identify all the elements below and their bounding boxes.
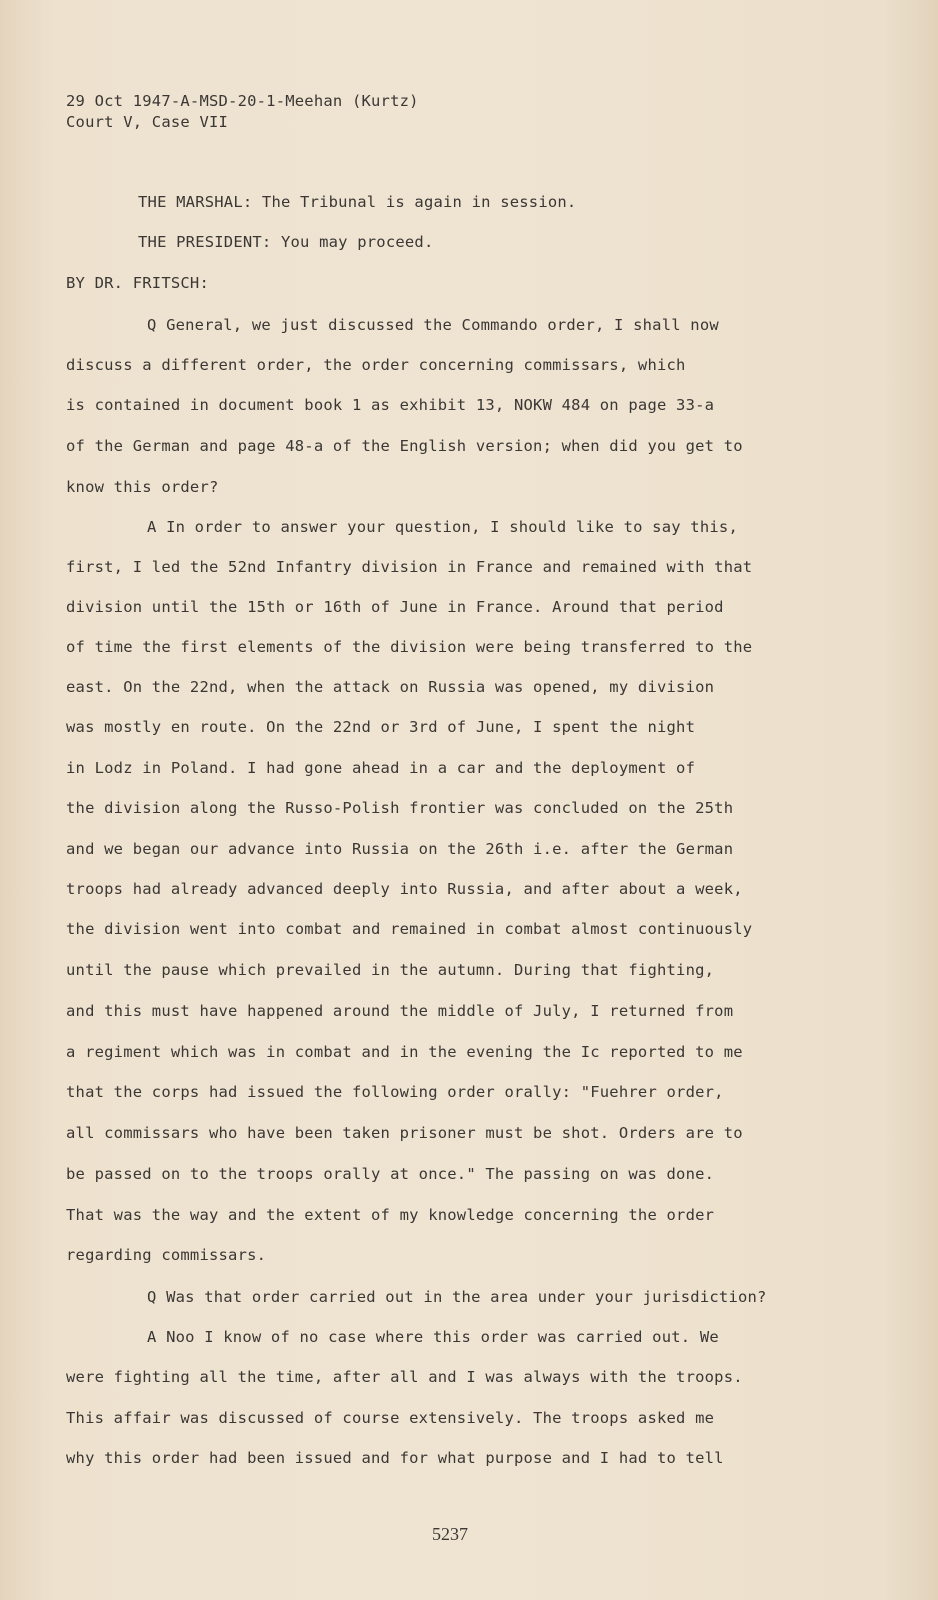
text-line: was mostly en route. On the 22nd or 3rd of June, I spent the night [66, 718, 696, 736]
text-line: the division went into combat and remained in combat almost continuously [66, 920, 753, 938]
text-line: the division along the Russo-Polish frontier was concluded on the 25th [66, 799, 734, 817]
text-line: know this order? [66, 478, 219, 496]
text-line: why this order had been issued and for what purpose and I had to tell [66, 1449, 724, 1467]
text-line: be passed on to the troops orally at once." The passing on was done. [66, 1165, 715, 1183]
header-line-1: 29 Oct 1947-A-MSD-20-1-Meehan (Kurtz) [66, 92, 419, 110]
text-line: A Noo I know of no case where this order was carried out. We [147, 1328, 719, 1346]
text-line: east. On the 22nd, when the attack on Russia was opened, my division [66, 678, 715, 696]
text-line: discuss a different order, the order concerning commissars, which [66, 356, 686, 374]
text-line: division until the 15th or 16th of June in France. Around that period [66, 598, 724, 616]
text-line: That was the way and the extent of my knowledge concerning the order [66, 1206, 715, 1224]
text-line: of time the first elements of the division were being transferred to the [66, 638, 753, 656]
text-line: first, I led the 52nd Infantry division in France and remained with that [66, 558, 753, 576]
text-line: A In order to answer your question, I should like to say this, [147, 518, 738, 536]
text-line: Q Was that order carried out in the area under your jurisdiction? [147, 1288, 767, 1306]
text-line: regarding commissars. [66, 1246, 267, 1264]
text-line: were fighting all the time, after all and I was always with the troops. [66, 1368, 743, 1386]
header-line-2: Court V, Case VII [66, 113, 229, 131]
president-line: THE PRESIDENT: You may proceed. [138, 233, 434, 251]
text-line: is contained in document book 1 as exhibit 13, NOKW 484 on page 33-a [66, 396, 715, 414]
text-line: Q General, we just discussed the Commando order, I shall now [147, 316, 719, 334]
text-line: in Lodz in Poland. I had gone ahead in a car and the deployment of [66, 759, 696, 777]
text-line: a regiment which was in combat and in the evening the Ic reported to me [66, 1043, 743, 1061]
marshal-line: THE MARSHAL: The Tribunal is again in session. [138, 193, 577, 211]
text-line: This affair was discussed of course extensively. The troops asked me [66, 1409, 715, 1427]
text-line: troops had already advanced deeply into Russia, and after about a week, [66, 880, 743, 898]
text-line: all commissars who have been taken prisoner must be shot. Orders are to [66, 1124, 743, 1142]
text-line: of the German and page 48-a of the English version; when did you get to [66, 437, 743, 455]
text-line: that the corps had issued the following order orally: "Fuehrer order, [66, 1083, 724, 1101]
text-line: until the pause which prevailed in the autumn. During that fighting, [66, 961, 715, 979]
text-line: and we began our advance into Russia on the 26th i.e. after the German [66, 840, 734, 858]
examiner-heading: BY DR. FRITSCH: [66, 274, 209, 292]
text-line: and this must have happened around the middle of July, I returned from [66, 1002, 734, 1020]
page-number: 5237 [432, 1524, 468, 1544]
